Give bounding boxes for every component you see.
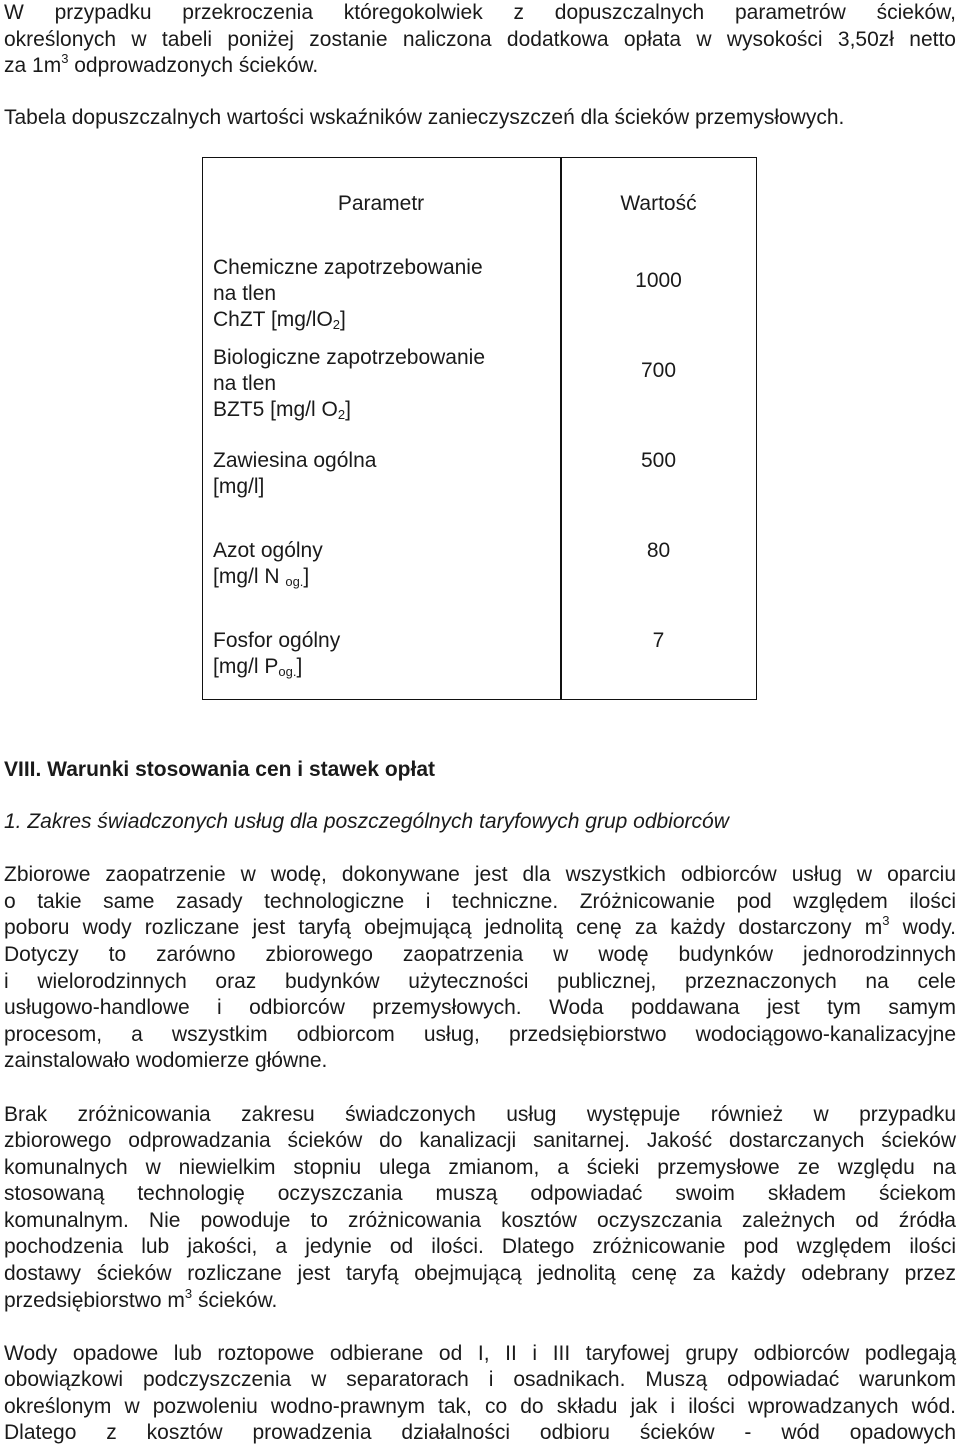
paragraph-line: pochodzenia lub jakości, a jedynie od ilości. Dlatego zróżnicowanie pod względem ilości xyxy=(4,1235,956,1258)
pollutant-limits-table xyxy=(202,157,757,700)
intro-line: określonych w tabeli poniżej zostanie naliczona dodatkowa opłata w wysokości 3,50zł netto xyxy=(4,28,956,51)
paragraph-line: przedsiębiorstwo $m^3$ ścieków. xyxy=(4,1286,278,1312)
paragraph-line: i wielorodzinnych oraz budynków użyteczności publicznej, przeznaczonych na cele xyxy=(4,970,956,993)
paragraph-line: zbiorowego odprowadzania ścieków do kanalizacji sanitarnej. Jakość dostarczanych ścieków xyxy=(4,1129,956,1152)
table-border xyxy=(202,157,757,700)
paragraph-line: poboru wody rozliczane jest taryfą obejmującą jednolitą cenę za każdy dostarczony $m^3$ wody. xyxy=(4,913,956,939)
row-cod-param: Chemiczne zapotrzebowanie na tlen ChZT $[mg/lO_2]$ xyxy=(213,256,483,332)
paragraph-line: o takie same zasady technologiczne i techniczne. Zróżnicowanie pod względem ilości xyxy=(4,890,956,913)
row-bod-value: 700 xyxy=(640,359,677,382)
row-phosphorus-value: 7 xyxy=(652,629,665,652)
section-subheading: 1. Zakres świadczonych usług dla poszczególnych taryfowych grup odbiorców xyxy=(4,810,729,833)
paragraph-line: Wody opadowe lub roztopowe odbierane od I, II i III taryfowej grupy odbiorców podlegają xyxy=(4,1342,956,1365)
row-phosphorus-param: Fosfor ogólny [mg/l $P_{og.}$] xyxy=(213,629,341,679)
section-heading: VIII. Warunki stosowania cen i stawek opłat xyxy=(4,758,436,781)
paragraph-line: usługowo-handlowe i odbiorców przemysłowych. Woda poddawana jest tym samym xyxy=(4,996,956,1019)
paragraph-line: Dlatego z kosztów prowadzenia działalności odbioru ścieków - wód opadowych xyxy=(4,1421,956,1444)
row-cod-value: 1000 xyxy=(635,269,682,292)
paragraph-line: Dotyczy to zarówno zbiorowego zaopatrzenia w wodę budynków jednorodzinnych xyxy=(4,943,956,966)
paragraph-line: stosowaną technologię oczyszczania muszą odpowiadać swoim składem ściekom xyxy=(4,1182,956,1205)
paragraph-line: obowiązkowi podczyszczenia w separatorach i osadnikach. Muszą odpowiadać warunkom xyxy=(4,1368,956,1391)
header-param: Parametr xyxy=(337,192,425,215)
paragraph-line: Zbiorowe zaopatrzenie w wodę, dokonywane jest dla wszystkich odbiorców usług w oparciu xyxy=(4,863,956,886)
paragraph-line: komunalnych w niewielkim stopniu ulega zmianom, a ścieki przemysłowe ze względu na xyxy=(4,1156,956,1179)
row-nitrogen-param: Azot ogólny [mg/l N $_{og.}$] xyxy=(213,539,323,589)
paragraph-line: określonym w pozwoleniu wodno-prawnym tak, co do składu jak i ilości wprowadzanych wód. xyxy=(4,1395,956,1418)
row-nitrogen-value: 80 xyxy=(646,539,671,562)
paragraph-line: Brak zróżnicowania zakresu świadczonych usług występuje również w przypadku xyxy=(4,1103,956,1126)
paragraph-line: dostawy ścieków rozliczane jest taryfą obejmującą jednolitą cenę za każdy odebrany przez xyxy=(4,1262,956,1285)
row-suspended-value: 500 xyxy=(640,449,677,472)
paragraph-line: zainstalowało wodomierze główne. xyxy=(4,1049,328,1072)
column-divider xyxy=(560,157,562,700)
intro-line: za $1m^3$ odprowadzonych ścieków. xyxy=(4,51,319,77)
row-bod-param: Biologiczne zapotrzebowanie na tlen BZT5 [mg/l $O_2$] xyxy=(213,346,486,422)
row-suspended-param: Zawiesina ogólna [mg/l] xyxy=(213,449,377,498)
header-value: Wartość xyxy=(620,192,697,215)
intro-line: W przypadku przekroczenia któregokolwiek z dopuszczalnych parametrów ścieków, xyxy=(4,1,956,24)
table-caption: Tabela dopuszczalnych wartości wskaźników zanieczyszczeń dla ścieków przemysłowych. xyxy=(4,106,845,129)
paragraph-line: komunalnym. Nie powoduje to zróżnicowania kosztów oczyszczania zależnych od źródła xyxy=(4,1209,956,1232)
paragraph-line: procesom, a wszystkim odbiorcom usług, przedsiębiorstwo wodociągowo-kanalizacyjne xyxy=(4,1023,956,1046)
